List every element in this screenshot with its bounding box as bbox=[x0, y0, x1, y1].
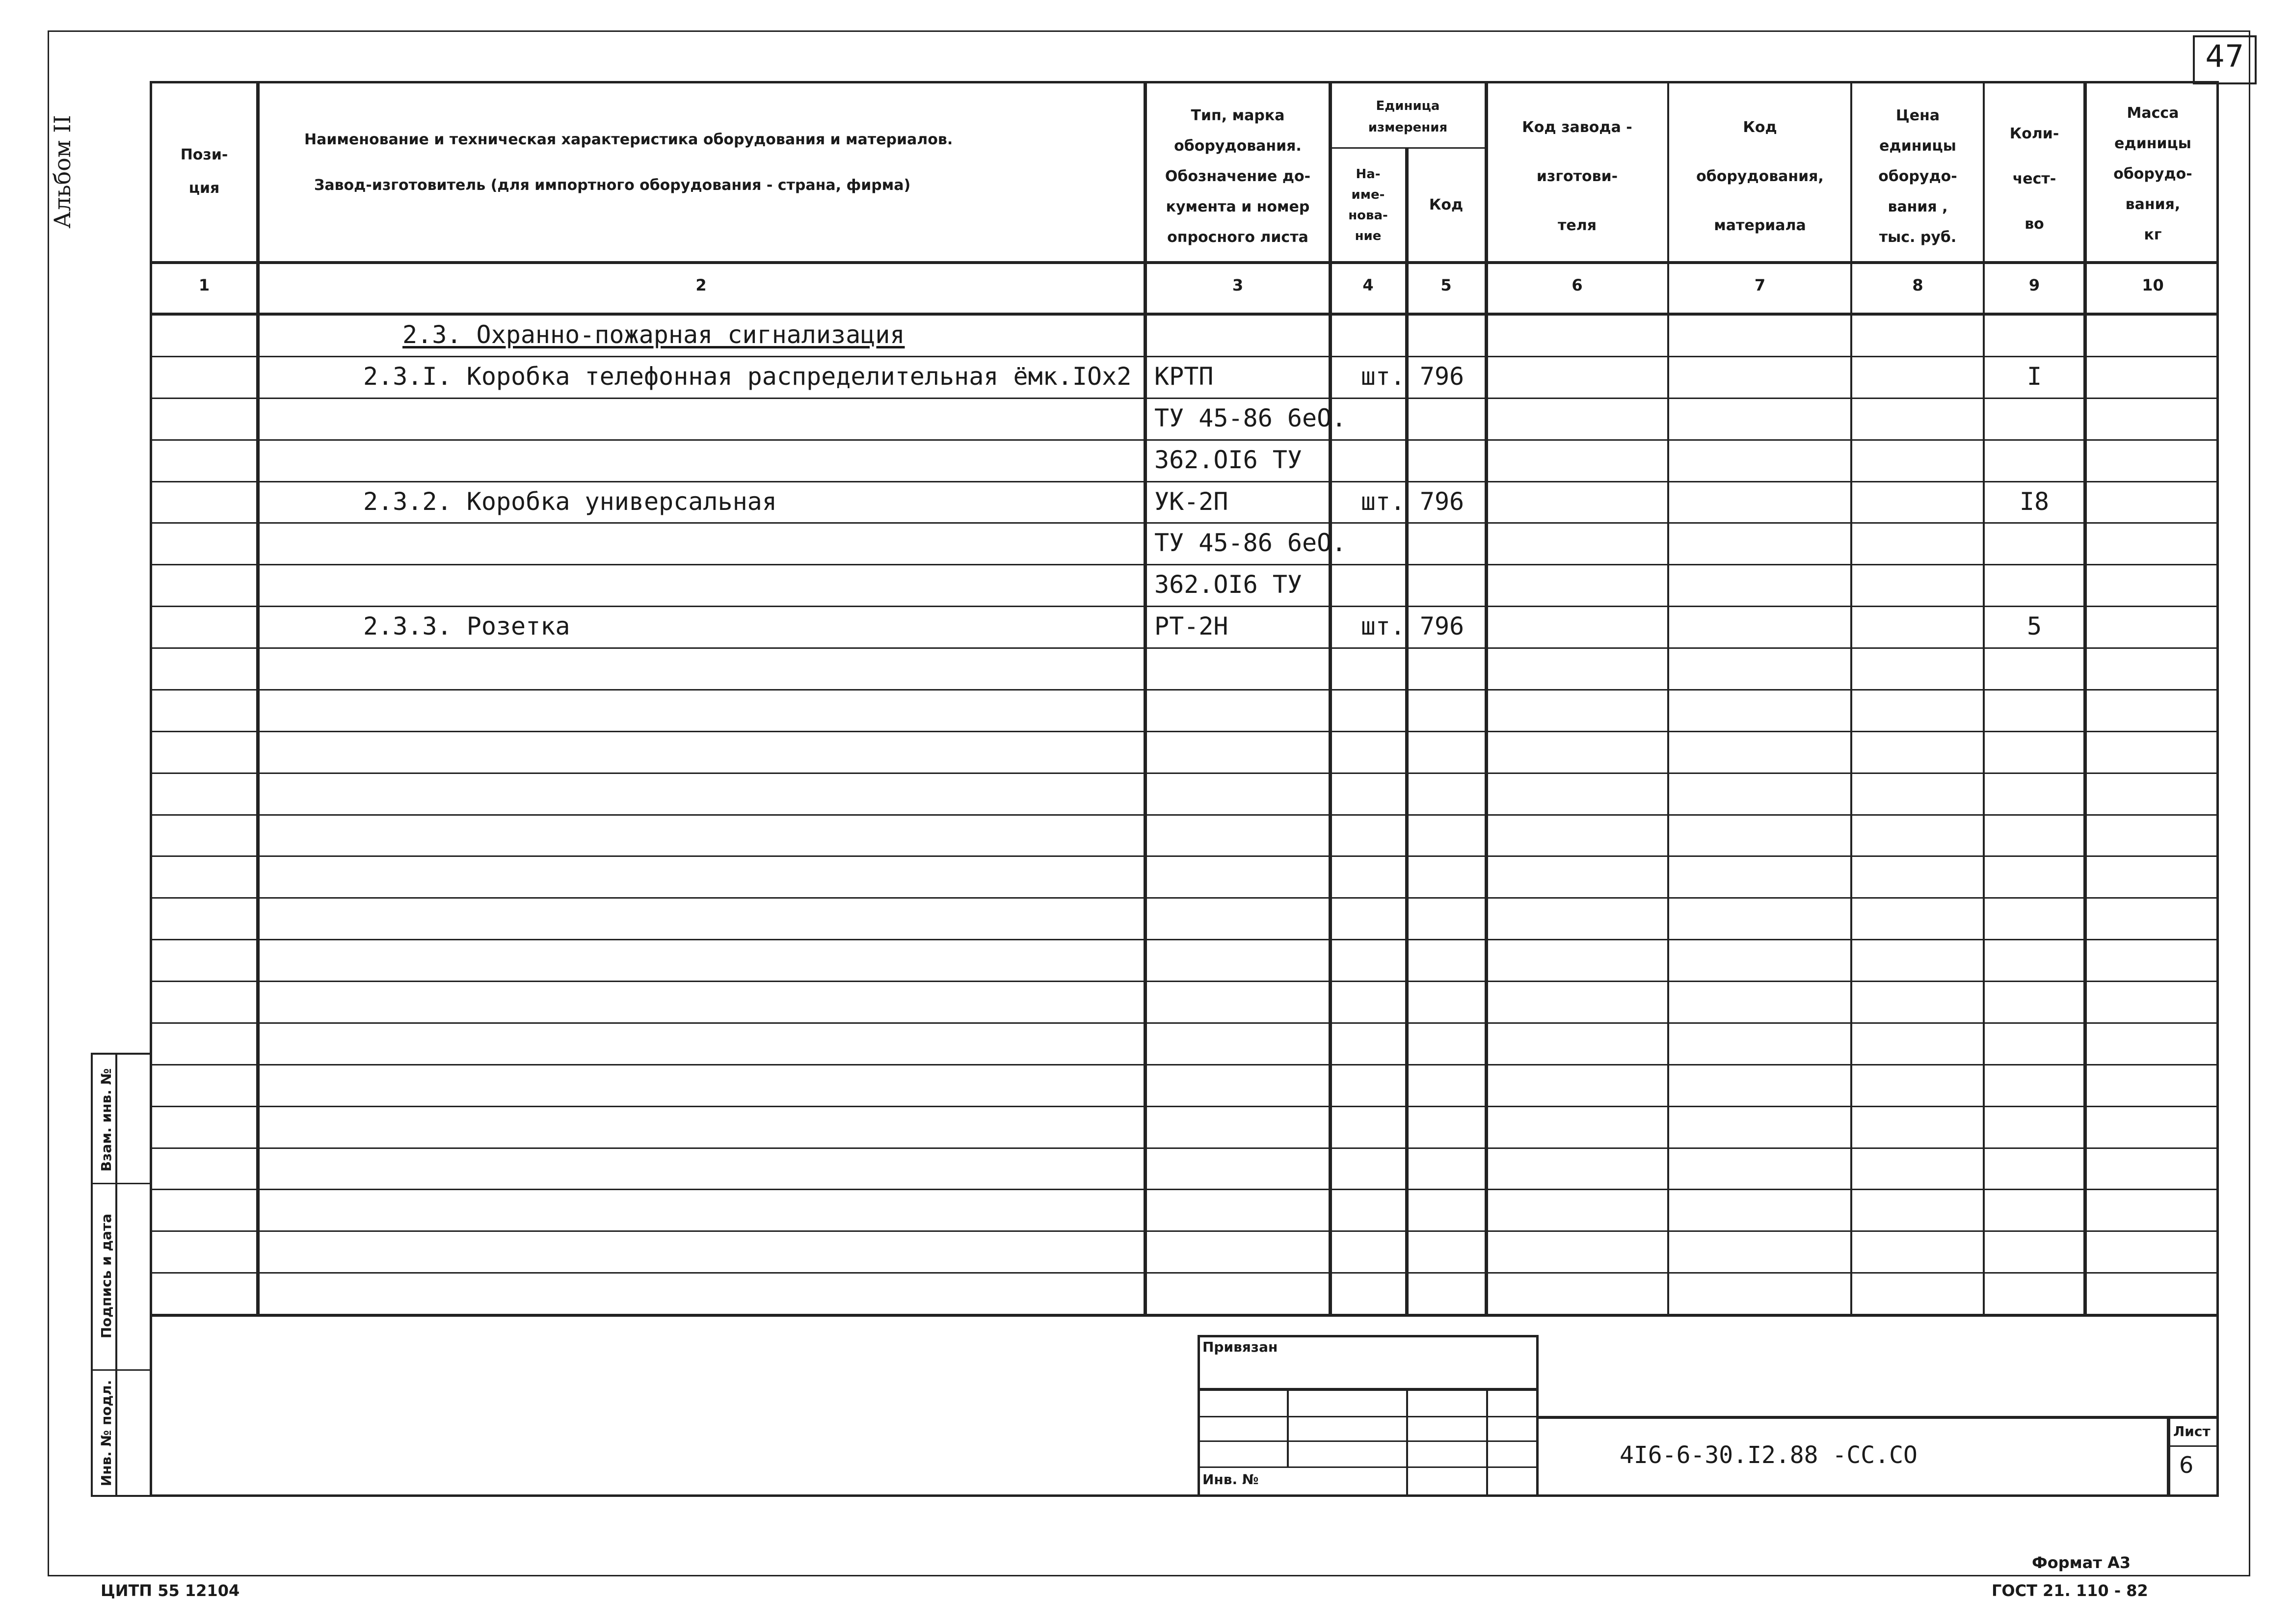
row-type: ТУ 45-86 6еО. bbox=[1154, 529, 1347, 557]
row-line bbox=[150, 855, 2219, 857]
row-line bbox=[150, 1064, 2219, 1065]
col-line-6 bbox=[1667, 81, 1669, 1315]
sheet-label: Лист bbox=[2173, 1423, 2211, 1439]
row-unit: шт. bbox=[1360, 362, 1405, 391]
header-unit-name: На- име- нова- ние bbox=[1348, 166, 1388, 243]
header-type: Тип, марка оборудования. Обозначение до- кумента и номер опросного листа bbox=[1165, 107, 1311, 246]
row-line bbox=[150, 1022, 2219, 1024]
header-mass: Масса единицы оборудо- вания, кг bbox=[2113, 105, 2192, 243]
row-type: КРТП bbox=[1154, 362, 1214, 391]
row-line bbox=[150, 356, 2219, 357]
footer-format: Формат А3 bbox=[2032, 1553, 2131, 1572]
col-line-5 bbox=[1485, 81, 1488, 1315]
row-line bbox=[150, 814, 2219, 816]
header-name-line1: Наименование и техническая характеристика оборудования и материалов. bbox=[304, 131, 953, 148]
sheet-box-divider bbox=[2167, 1416, 2170, 1497]
row-line bbox=[150, 522, 2219, 524]
row-unit: шт. bbox=[1360, 487, 1405, 516]
doc-code: 4I6-6-30.I2.88 -СС.СО bbox=[1620, 1441, 1918, 1469]
row-line bbox=[150, 439, 2219, 441]
row-qty: I8 bbox=[2019, 487, 2050, 516]
album-label: Альбом II bbox=[49, 115, 76, 229]
header-name-line2: Завод-изготовитель (для импортного оборудования - страна, фирма) bbox=[314, 177, 911, 194]
row-line bbox=[150, 1189, 2219, 1190]
privyazan-vline-2 bbox=[1406, 1388, 1408, 1497]
row-line bbox=[150, 1272, 2219, 1274]
row-type: ТУ 45-86 6еО. bbox=[1154, 404, 1347, 432]
column-number: 9 bbox=[2028, 276, 2040, 294]
header-maker-code: Код завода - изготови- теля bbox=[1522, 119, 1632, 234]
row-line bbox=[150, 939, 2219, 940]
row-line bbox=[150, 647, 2219, 649]
column-number: 6 bbox=[1572, 276, 1583, 294]
col-line-4 bbox=[1405, 147, 1409, 1315]
header-position: Пози- ция bbox=[180, 146, 228, 197]
privyazan-label: Привязан bbox=[1202, 1339, 1278, 1355]
header-unit-code: Код bbox=[1429, 196, 1464, 213]
row-line bbox=[150, 981, 2219, 982]
column-number: 4 bbox=[1362, 276, 1374, 294]
col-line-7 bbox=[1850, 81, 1852, 1315]
footer-gost: ГОСТ 21. 110 - 82 bbox=[1992, 1581, 2148, 1600]
row-line bbox=[150, 897, 2219, 899]
column-number: 10 bbox=[2142, 276, 2164, 294]
col-line-2 bbox=[1144, 81, 1147, 1315]
side-stamp-signature-date: Подпись и дата bbox=[98, 1213, 114, 1339]
column-number: 3 bbox=[1232, 276, 1244, 294]
row-line bbox=[150, 481, 2219, 482]
row-line bbox=[150, 689, 2219, 691]
row-name: 2.3.2. Коробка универсальная bbox=[363, 487, 777, 516]
row-type: РТ-2Н bbox=[1154, 612, 1228, 640]
column-number: 7 bbox=[1754, 276, 1766, 294]
sheet-box-line bbox=[2167, 1445, 2219, 1447]
row-type: 362.OI6 ТУ bbox=[1154, 446, 1303, 474]
row-line bbox=[150, 398, 2219, 399]
column-number: 5 bbox=[1440, 276, 1452, 294]
col-line-3 bbox=[1329, 81, 1332, 1315]
header-price: Цена единицы оборудо- вания , тыс. руб. bbox=[1878, 107, 1957, 246]
row-line bbox=[150, 731, 2219, 732]
row-line bbox=[150, 1106, 2219, 1107]
column-number: 1 bbox=[198, 276, 210, 294]
col-line-8 bbox=[1983, 81, 1985, 1315]
row-name: 2.3.I. Коробка телефонная распределительная ёмк.IOx2 bbox=[363, 362, 1132, 391]
row-code: 796 bbox=[1419, 612, 1465, 640]
sheet-number: 6 bbox=[2179, 1452, 2194, 1478]
doc-code-top-line bbox=[1539, 1416, 2219, 1419]
header-bottom-line bbox=[150, 261, 2219, 264]
row-line bbox=[150, 1147, 2219, 1149]
side-stamp-original-inv: Инв. № подл. bbox=[98, 1380, 114, 1487]
side-stamp-replace-inv: Взам. инв. № bbox=[98, 1068, 114, 1172]
row-name: 2.3. Охранно-пожарная сигнализация bbox=[402, 320, 905, 349]
header-unit: Единица измерения bbox=[1368, 98, 1448, 135]
row-code: 796 bbox=[1419, 487, 1465, 516]
inv-no-label: Инв. № bbox=[1202, 1471, 1259, 1488]
row-type: 362.OI6 ТУ bbox=[1154, 570, 1303, 599]
privyazan-vline-1 bbox=[1287, 1388, 1289, 1466]
row-qty: 5 bbox=[2026, 612, 2042, 640]
col-line-1 bbox=[256, 81, 260, 1315]
row-line bbox=[150, 564, 2219, 565]
row-line bbox=[150, 606, 2219, 607]
table-bottom-line bbox=[150, 1314, 2219, 1317]
colnum-bottom-line bbox=[150, 313, 2219, 316]
row-type: УК-2П bbox=[1154, 487, 1228, 516]
row-unit: шт. bbox=[1360, 612, 1405, 640]
row-name: 2.3.3. Розетка bbox=[363, 612, 570, 640]
row-line bbox=[150, 772, 2219, 774]
header-quantity: Коли- чест- во bbox=[2009, 125, 2059, 233]
row-qty: I bbox=[2026, 362, 2042, 391]
row-code: 796 bbox=[1419, 362, 1465, 391]
page-number: 47 bbox=[2205, 38, 2244, 74]
header-equipment-code: Код оборудования, материала bbox=[1696, 119, 1824, 234]
footer-citp: ЦИТП 55 12104 bbox=[101, 1581, 240, 1600]
row-line bbox=[150, 1230, 2219, 1232]
privyazan-vline-3 bbox=[1486, 1388, 1488, 1497]
column-number: 8 bbox=[1912, 276, 1923, 294]
column-number: 2 bbox=[695, 276, 707, 294]
col-line-9 bbox=[2083, 81, 2087, 1315]
